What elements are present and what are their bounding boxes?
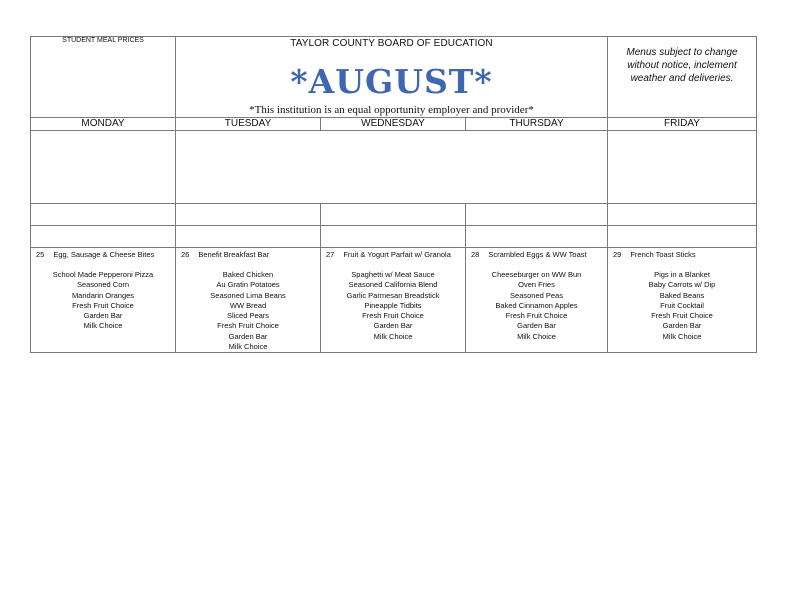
breakfast-item: Scrambled Eggs & WW Toast xyxy=(488,250,587,259)
lunch-item: Garden Bar xyxy=(373,321,413,331)
lunch-item: Milk Choice xyxy=(83,321,123,331)
lunch-item: Baby Carrots w/ Dip xyxy=(648,280,716,290)
day-cell-header xyxy=(36,250,154,259)
day-cell-header xyxy=(613,250,696,259)
lunch-item: School Made Pepperoni Pizza xyxy=(52,270,154,279)
month-title: *AUGUST* xyxy=(290,62,493,101)
lunch-list xyxy=(31,270,175,332)
lunch-item: Cheeseburger on WW Bun xyxy=(491,270,582,279)
lunch-item: Milk Choice xyxy=(228,342,268,352)
lunch-item: Baked Cinnamon Apples xyxy=(495,300,578,310)
student-meal-prices-label: STUDENT MEAL PRICES xyxy=(62,37,144,44)
grid-line xyxy=(30,247,757,248)
date-number: 26 xyxy=(181,250,190,259)
lunch-item: Milk Choice xyxy=(373,331,413,341)
lunch-item: Garden Bar xyxy=(517,321,556,331)
day-thursday: THURSDAY xyxy=(509,118,564,129)
lunch-item: Fresh Fruit Choice xyxy=(362,311,424,321)
lunch-item: Milk Choice xyxy=(517,331,556,341)
lunch-item: Mandarin Oranges xyxy=(71,290,135,300)
grid-line xyxy=(30,352,757,353)
grid-line xyxy=(30,203,757,204)
lunch-item: Pigs in a Blanket xyxy=(654,270,710,279)
equal-opportunity-statement: *This institution is an equal opportunity employer and provider* xyxy=(249,104,534,116)
lunch-item: Fruit Cocktail xyxy=(660,300,704,310)
menu-change-notice: Menus subject to change without notice, inclement weather and deliveries. xyxy=(626,47,738,84)
date-number: 27 xyxy=(326,250,335,259)
day-cell-header xyxy=(326,250,451,259)
lunch-list xyxy=(321,270,465,342)
lunch-item: Baked Chicken xyxy=(222,270,274,279)
lunch-list xyxy=(466,270,607,342)
lunch-item: Baked Beans xyxy=(659,290,705,300)
breakfast-item: Benefit Breakfast Bar xyxy=(198,250,270,259)
grid-line xyxy=(30,130,757,131)
lunch-item: Pineapple Tidbits xyxy=(364,300,422,310)
lunch-list xyxy=(608,270,756,342)
lunch-item: Garden Bar xyxy=(228,331,268,341)
lunch-item: Garden Bar xyxy=(83,311,123,321)
day-cell-header xyxy=(181,250,269,259)
lunch-item: Fresh Fruit Choice xyxy=(651,311,713,321)
date-number: 25 xyxy=(36,250,45,259)
breakfast-item: French Toast Sticks xyxy=(630,250,696,259)
grid-line xyxy=(756,36,757,352)
lunch-item: WW Bread xyxy=(229,300,267,310)
day-monday: MONDAY xyxy=(81,118,125,129)
date-number: 29 xyxy=(613,250,622,259)
lunch-item: Milk Choice xyxy=(662,331,702,341)
grid-line xyxy=(30,225,757,226)
breakfast-item: Fruit & Yogurt Parfait w/ Granola xyxy=(343,250,451,259)
lunch-item: Oven Fries xyxy=(518,280,555,290)
breakfast-item: Egg, Sausage & Cheese Bites xyxy=(53,250,155,259)
lunch-item: Seasoned Peas xyxy=(510,290,563,300)
date-number: 28 xyxy=(471,250,480,259)
lunch-item: Seasoned California Blend xyxy=(348,280,438,290)
day-wednesday: WEDNESDAY xyxy=(361,118,425,129)
lunch-item: Garden Bar xyxy=(662,321,702,331)
lunch-item: Seasoned Lima Beans xyxy=(210,290,286,300)
lunch-item: Garlic Parmesan Breadstick xyxy=(346,290,440,300)
lunch-item: Seasoned Corn xyxy=(76,280,130,290)
lunch-item: Sliced Pears xyxy=(226,311,270,321)
day-friday: FRIDAY xyxy=(664,118,700,129)
lunch-list xyxy=(176,270,320,352)
lunch-item: Fresh Fruit Choice xyxy=(505,311,568,321)
lunch-item: Spaghetti w/ Meat Sauce xyxy=(351,270,435,279)
lunch-item: Fresh Fruit Choice xyxy=(217,321,279,331)
day-tuesday: TUESDAY xyxy=(224,118,272,129)
day-cell-header xyxy=(471,250,587,259)
lunch-item: Au Gratin Potatoes xyxy=(216,280,280,290)
lunch-item: Fresh Fruit Choice xyxy=(72,300,134,310)
board-title: TAYLOR COUNTY BOARD OF EDUCATION xyxy=(290,38,493,49)
